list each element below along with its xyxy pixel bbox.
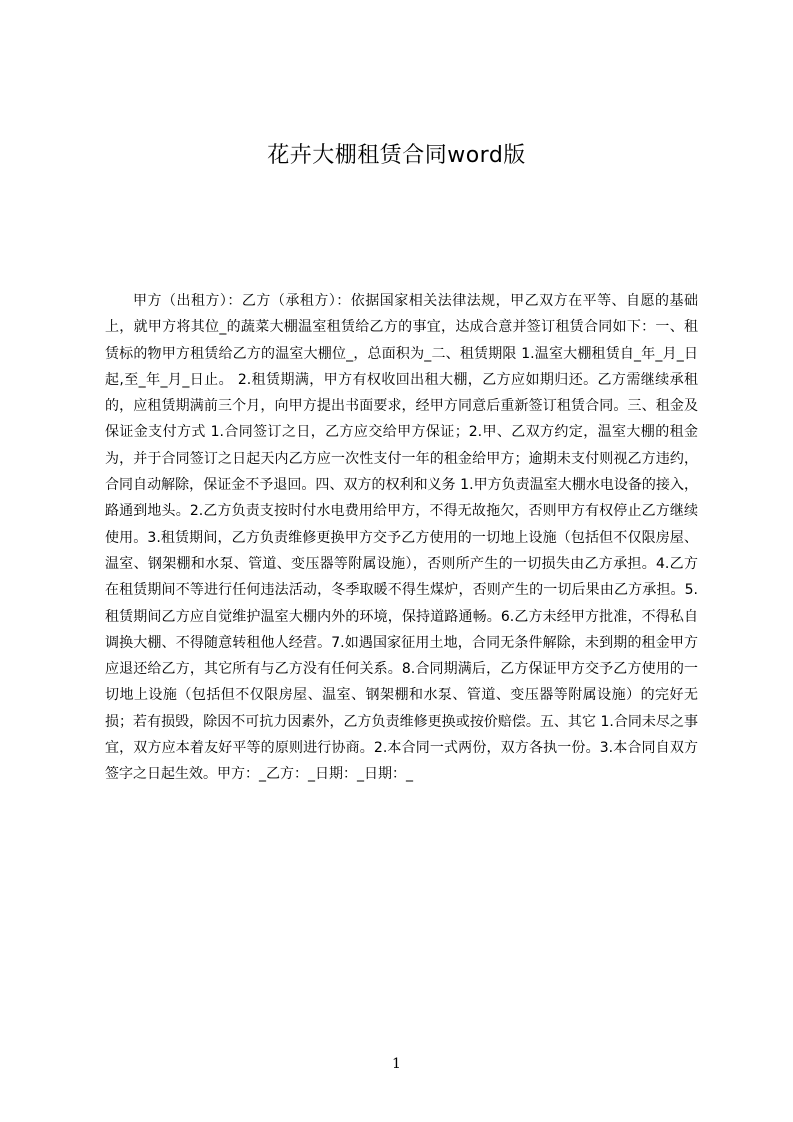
page-number: 1 bbox=[392, 1056, 401, 1072]
document-title: 花卉大棚租赁合同word版 bbox=[267, 143, 526, 168]
contract-body-paragraph: 甲方（出租方）：乙方（承租方）：依据国家相关法律法规，甲乙双方在平等、自愿的基础上，就甲方将其位_的蔬菜大棚温室租赁给乙方的事宜，达成合意并签订租赁合同如下：一、租赁标的物甲方租赁给乙方的温室大棚位_，总面积为_二、租赁期限 1.温室大棚租赁自_年_月_日起,至_年_月_日止。 2.租赁期满，甲方有权收回出租大棚，乙方应如期归还。乙方需继续承租的，应租赁期满前三个月，向甲方提出书面要求，经甲方同意后重新签订租赁合同。三、租金及保证金支付方式 1.合同签订之日，乙方应交给甲方保证；2.甲、乙双方约定，温室大棚的租金为，并于合同签订之日起天内乙方应一次性支付一年的租金给甲方；逾期未支付则视乙方违约，合同自动解除，保证金不予退回。四、双方的权利和义务 1.甲方负责温室大棚水电设备的接入，路通到地头。2.乙方负责支按时付水电费用给甲方，不得无故拖欠，否则甲方有权停止乙方继续使用。3.租赁期间，乙方负责维修更换甲方交予乙方使用的一切地上设施（包括但不仅限房屋、温室、钢架棚和水泵、管道、变压器等附属设施），否则所产生的一切损失由乙方承担。4.乙方在租赁期间不等进行任何违法活动，冬季取暖不得生煤炉，否则产生的一切后果由乙方承担。5.租赁期间乙方应自觉维护温室大棚内外的环境，保持道路通畅。6.乙方未经甲方批准，不得私自调换大棚、不得随意转租他人经营。7.如遇国家征用土地，合同无条件解除，未到期的租金甲方应退还给乙方，其它所有与乙方没有任何关系。8.合同期满后，乙方保证甲方交予乙方使用的一切地上设施（包括但不仅限房屋、温室、钢架棚和水泵、管道、变压器等附属设施）的完好无损；若有损毁，除因不可抗力因素外，乙方负责维修更换或按价赔偿。五、其它 1.合同未尽之事宜，双方应本着友好平等的原则进行协商。2.本合同一式两份，双方各执一份。3.本合同自双方签字之日起生效。甲方：_乙方：_日期：_日期：_ bbox=[105, 293, 698, 783]
